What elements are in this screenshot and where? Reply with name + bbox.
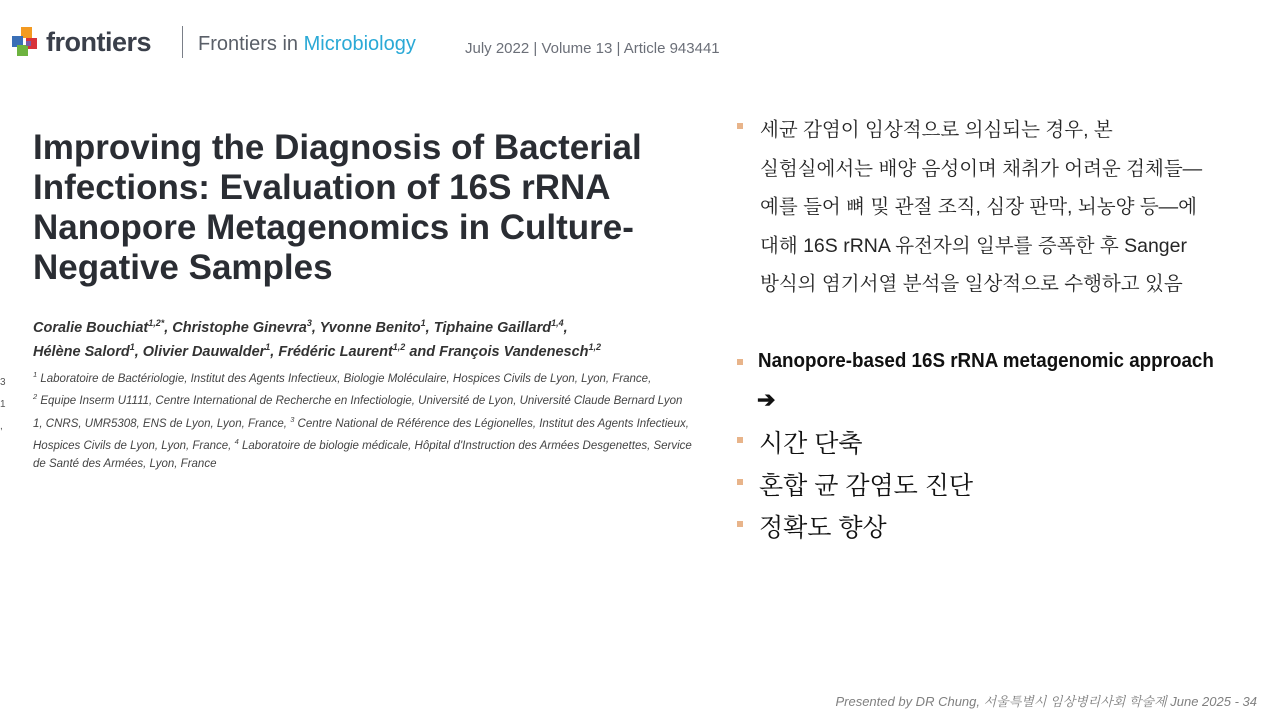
- nanopore-approach: Nanopore-based 16S rRNA metagenomic approach: [758, 350, 1214, 372]
- author-affiliation-mark: 1: [129, 341, 135, 352]
- author-name: Christophe Ginevra: [172, 319, 307, 336]
- author-name: Hélène Salord: [33, 343, 130, 360]
- issue-info: July 2022 | Volume 13 | Article 943441: [465, 40, 720, 57]
- benefit-item: 시간 단축: [759, 430, 863, 458]
- description-line: 방식의 염기서열 분석을 일상적으로 수행하고 있음: [760, 273, 1183, 295]
- author-separator: ,: [134, 343, 143, 360]
- author-name: Frédéric Laurent: [278, 343, 393, 360]
- footer-credit: Presented by DR Chung, 서울특별시 임상병리사회 학술제 June 2025 - 34: [835, 694, 1257, 709]
- author-affiliation-mark: 1,2: [392, 341, 406, 352]
- author-affiliation-mark: 1,2*: [148, 318, 165, 328]
- affiliation-text: Centre National de Référence des Légionelles, Institut des Agents Infectieux, Hospices Civils de Lyon, Lyon, France,: [33, 417, 690, 452]
- affiliation-text: Equipe Inserm U1111, Centre International de Recherche en Infectiologie, Université de Lyon, Université Claude Bernard Lyon 1, CNRS, UMR5308, ENS de Lyon, Lyon, France,: [33, 395, 683, 430]
- bullet-marker: [737, 359, 743, 365]
- affiliations: [33, 366, 693, 474]
- bullet-marker: [737, 437, 743, 443]
- author-separator: ,: [270, 343, 279, 360]
- paper-title: Improving the Diagnosis of Bacterial Infections: Evaluation of 16S rRNA Nanopore Metagenomics in Culture-Negative Samples: [33, 128, 642, 287]
- journal-prefix: Frontiers in: [198, 33, 304, 55]
- journal-name: [198, 33, 416, 56]
- margin-mark: 3: [0, 377, 6, 388]
- affiliation-number: 1: [33, 370, 38, 379]
- author-name: Yvonne Benito: [319, 319, 421, 336]
- author-separator: ,: [164, 319, 173, 336]
- description-line: 세균 감염이 임상적으로 의심되는 경우, 본: [760, 119, 1113, 141]
- affiliation-text: Laboratoire de biologie médicale, Hôpital d'Instruction des Armées Desgenettes, Service de Santé des Armées, Lyon, France: [33, 439, 692, 471]
- margin-mark: 1: [0, 399, 6, 410]
- author-affiliation-mark: 1: [420, 318, 426, 328]
- author-affiliation-mark: 1,4: [551, 318, 564, 328]
- affiliation-number: 4: [234, 436, 239, 446]
- author-separator: and: [405, 343, 440, 360]
- arrow-icon: ➔: [757, 387, 776, 412]
- affiliation-number: 3: [290, 414, 295, 424]
- author-name: Tiphaine Gaillard: [433, 319, 552, 336]
- description-line: 예를 들어 뼈 및 관절 조직, 심장 판막, 뇌농양 등—에: [760, 196, 1197, 218]
- benefit-item: 정확도 향상: [759, 514, 887, 542]
- affiliation-number: 2: [33, 392, 38, 402]
- author-separator: ,: [425, 319, 434, 336]
- korean-description: [760, 111, 1270, 304]
- description-line: 대해 16S rRNA 유전자의 일부를 증폭한 후 Sanger: [760, 234, 1187, 257]
- author-name: Olivier Dauwalder: [142, 343, 266, 360]
- author-affiliation-mark: 1: [265, 341, 271, 352]
- author-name: Coralie Bouchiat: [33, 319, 149, 336]
- author-affiliation-mark: 1,2: [588, 341, 602, 352]
- author-separator: ,: [563, 319, 568, 336]
- frontiers-logo-icon: [12, 27, 42, 57]
- brand-name: frontiers: [46, 27, 152, 57]
- benefit-item: 혼합 균 감염도 진단: [759, 472, 974, 500]
- description-line: 실험실에서는 배양 음성이며 채취가 어려운 검체들—: [760, 157, 1203, 180]
- author-affiliation-mark: 3: [306, 318, 312, 328]
- affiliation-text: Laboratoire de Bactériologie, Institut des Agents Infectieux, Biologie Moléculaire, Hospices Civils de Lyon, Lyon, France,: [37, 372, 652, 385]
- header-divider: [182, 26, 183, 58]
- margin-marks: [0, 372, 6, 438]
- bullet-marker: [737, 123, 743, 129]
- journal-accent: Microbiology: [303, 33, 416, 55]
- margin-mark: ,: [0, 421, 3, 432]
- author-name: François Vandenesch: [439, 343, 589, 360]
- bullet-marker: [737, 521, 743, 527]
- author-separator: ,: [311, 319, 320, 336]
- author-list: [33, 314, 693, 362]
- bullet-marker: [737, 479, 743, 485]
